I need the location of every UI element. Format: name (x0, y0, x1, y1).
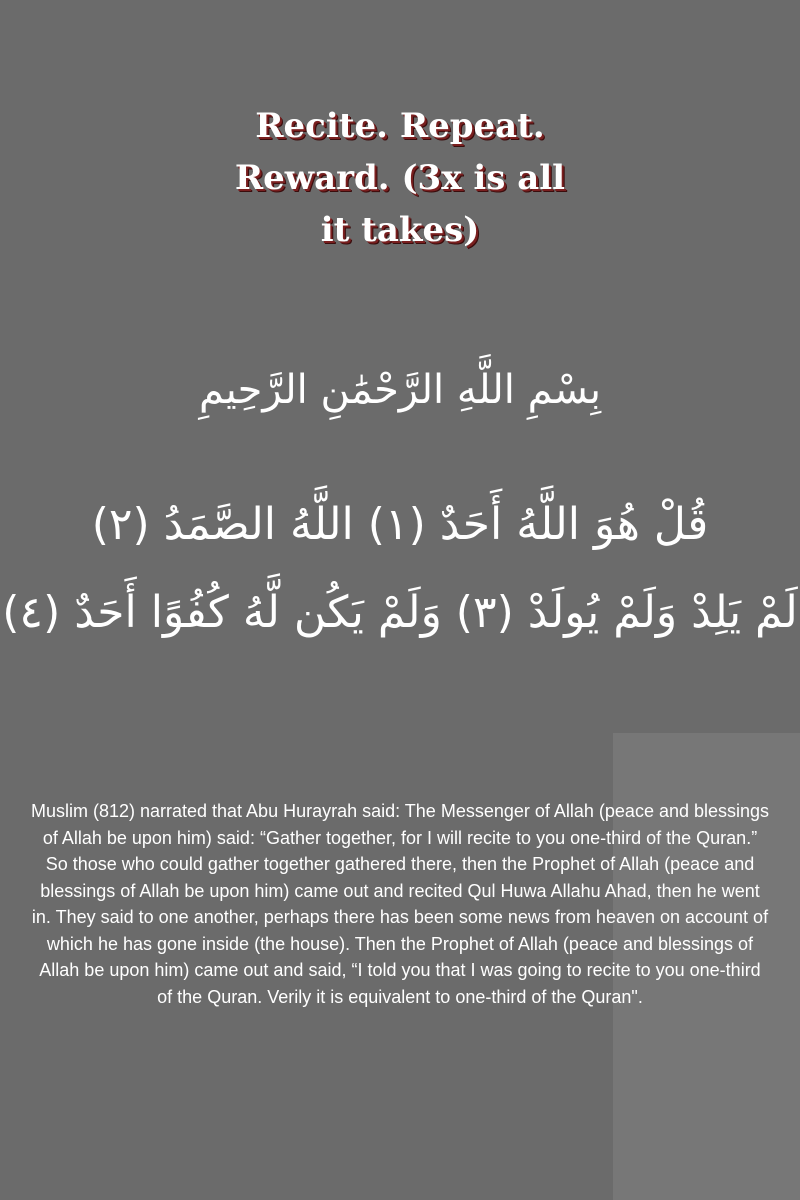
page-title (0, 100, 800, 256)
surah-verse-line-1: قُلْ هُوَ اللَّهُ أَحَدٌ (١) اللَّهُ الصَّمَدُ (٢) (91, 499, 709, 550)
title-line-3: it takes) (320, 210, 480, 250)
title-line-1: Recite. Repeat. (255, 106, 545, 146)
title-line-2: Reward. (3x is all (234, 158, 566, 198)
hadith-paragraph: Muslim (812) narrated that Abu Hurayrah said: The Messenger of Allah (peace and blessings of Allah be upon him) said: “Gather together, for I will recite to you one-third of the Quran.” So those who could gather together gathered there, then the Prophet of Allah (peace and blessings of Allah be upon him) came out and recited Qul Huwa Allahu Ahad, then he went in. They said to one another, perhaps there has been some news from heaven on account of which he has gone inside (the house). Then the Prophet of Allah (peace and blessings of Allah be upon him) came out and said, “I told you that I was going to recite to you one-third of the Quran. Verily it is equivalent to one-third of the Quran". (30, 801, 770, 1007)
surah-verse-line-2: لَمْ يَلِدْ وَلَمْ يُولَدْ (٣) وَلَمْ يَكُن لَّهُ كُفُوًا أَحَدٌ (٤) (2, 587, 798, 638)
basmala-text: بِسْمِ اللَّهِ الرَّحْمَٰنِ الرَّحِيمِ (198, 367, 602, 413)
